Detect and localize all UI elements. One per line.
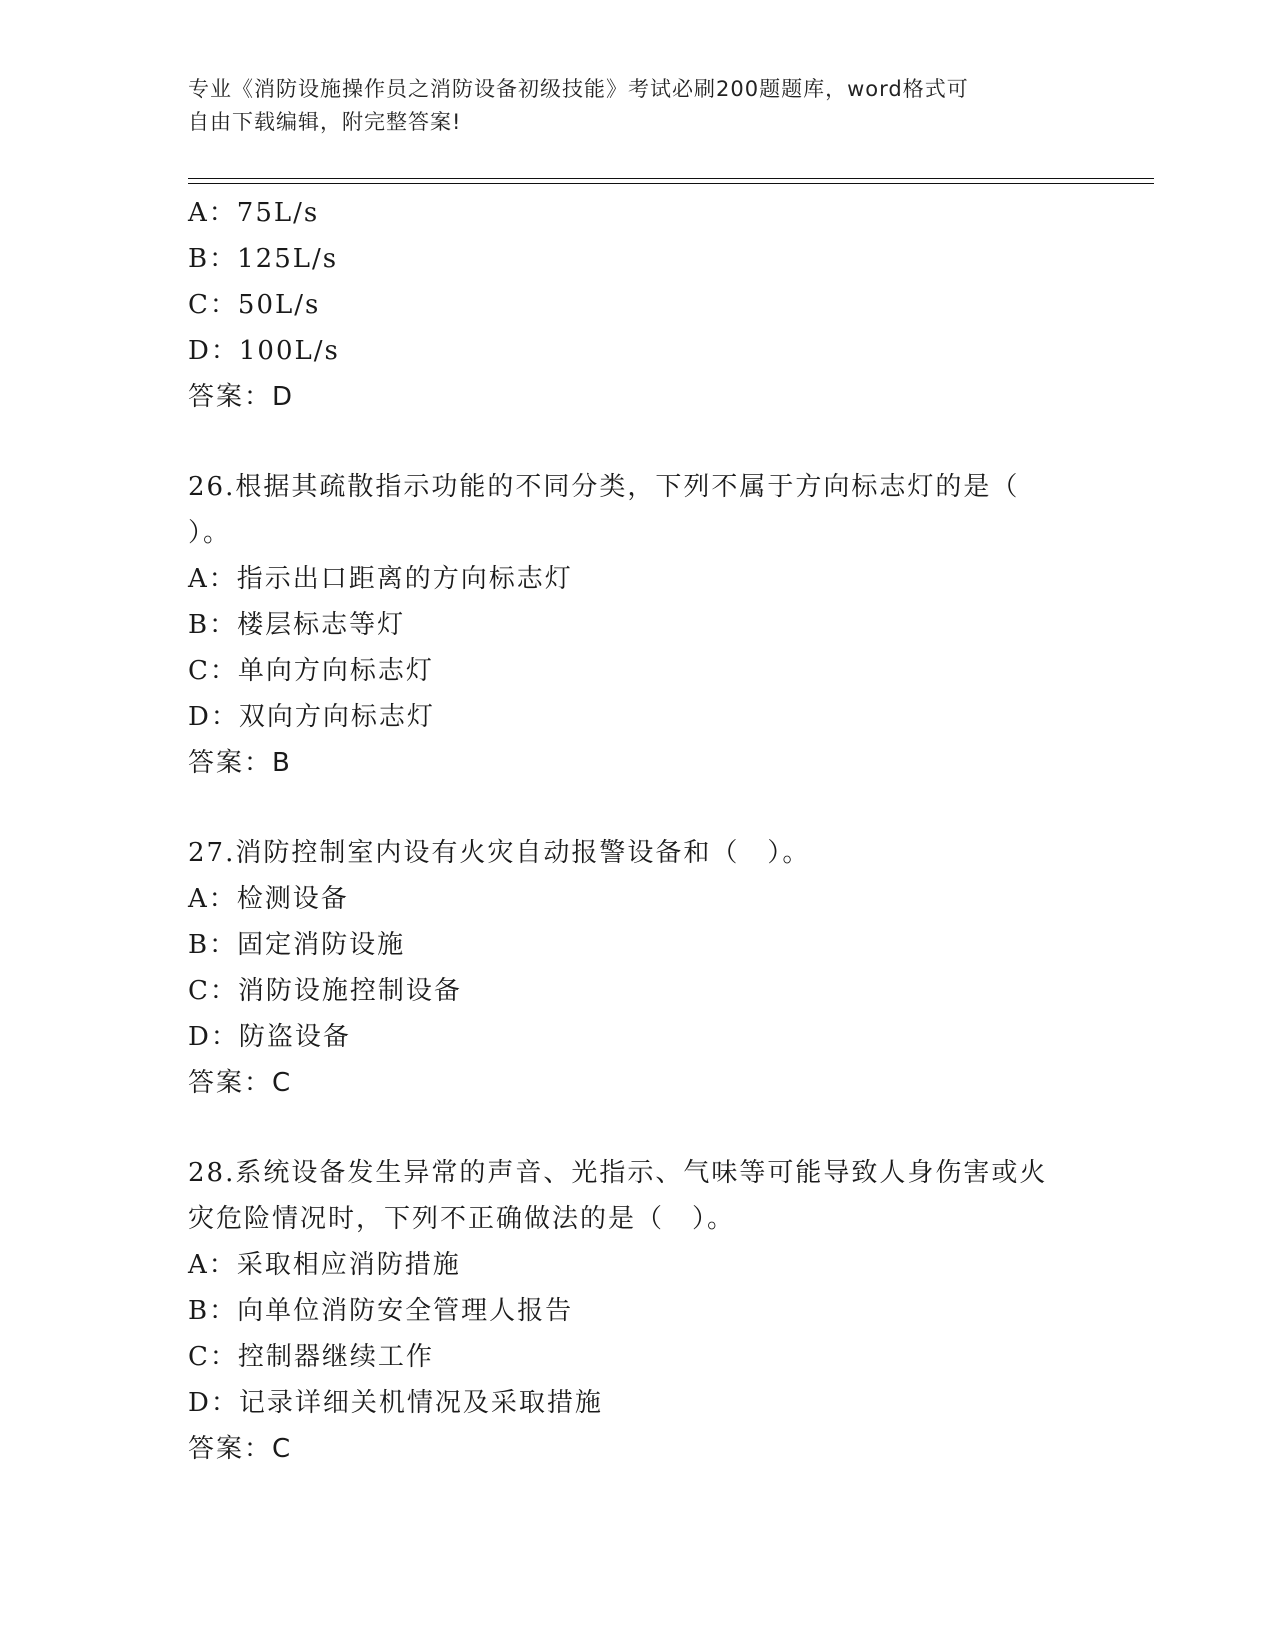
answer: 答案：C xyxy=(188,1068,293,1098)
option-d: D：100L/s xyxy=(188,336,340,366)
answer: 答案：D xyxy=(188,382,295,412)
option-b: B：125L/s xyxy=(188,244,339,274)
question-stem-line-2: 灾危险情况时，下列不正确做法的是（ ）。 xyxy=(188,1204,736,1234)
question-25 xyxy=(188,190,1088,420)
document-header xyxy=(188,73,1068,139)
header-divider-top xyxy=(188,178,1154,179)
option-a: A：检测设备 xyxy=(188,884,349,914)
option-c: C：单向方向标志灯 xyxy=(188,656,434,686)
question-list xyxy=(188,190,1088,1472)
option-b: B：楼层标志等灯 xyxy=(188,610,406,640)
option-d: D：防盗设备 xyxy=(188,1022,351,1052)
question-stem-line-2: ）。 xyxy=(188,518,232,548)
option-a: A：采取相应消防措施 xyxy=(188,1250,461,1280)
answer: 答案：B xyxy=(188,748,292,778)
header-line-1: 专业《消防设施操作员之消防设备初级技能》考试必刷200题题库，word格式可 xyxy=(188,77,969,101)
question-stem-line-1: 28.系统设备发生异常的声音、光指示、气味等可能导致人身伤害或火 xyxy=(188,1158,1048,1188)
question-28 xyxy=(188,1150,1088,1472)
answer: 答案：C xyxy=(188,1434,293,1464)
option-c: C：消防设施控制设备 xyxy=(188,976,462,1006)
question-stem-line-1: 26.根据其疏散指示功能的不同分类，下列不属于方向标志灯的是（ xyxy=(188,472,1020,502)
header-line-2: 自由下载编辑，附完整答案! xyxy=(188,110,462,134)
question-stem-line-1: 27.消防控制室内设有火灾自动报警设备和（ ）。 xyxy=(188,838,811,868)
question-27 xyxy=(188,830,1088,1106)
option-a: A：指示出口距离的方向标志灯 xyxy=(188,564,573,594)
option-c: C：50L/s xyxy=(188,290,321,320)
question-26 xyxy=(188,464,1088,786)
option-d: D：记录详细关机情况及采取措施 xyxy=(188,1388,603,1418)
option-b: B：向单位消防安全管理人报告 xyxy=(188,1296,574,1326)
option-b: B：固定消防设施 xyxy=(188,930,406,960)
option-d: D：双向方向标志灯 xyxy=(188,702,435,732)
option-a: A：75L/s xyxy=(188,198,320,228)
header-divider-bottom xyxy=(188,183,1154,184)
option-c: C：控制器继续工作 xyxy=(188,1342,434,1372)
